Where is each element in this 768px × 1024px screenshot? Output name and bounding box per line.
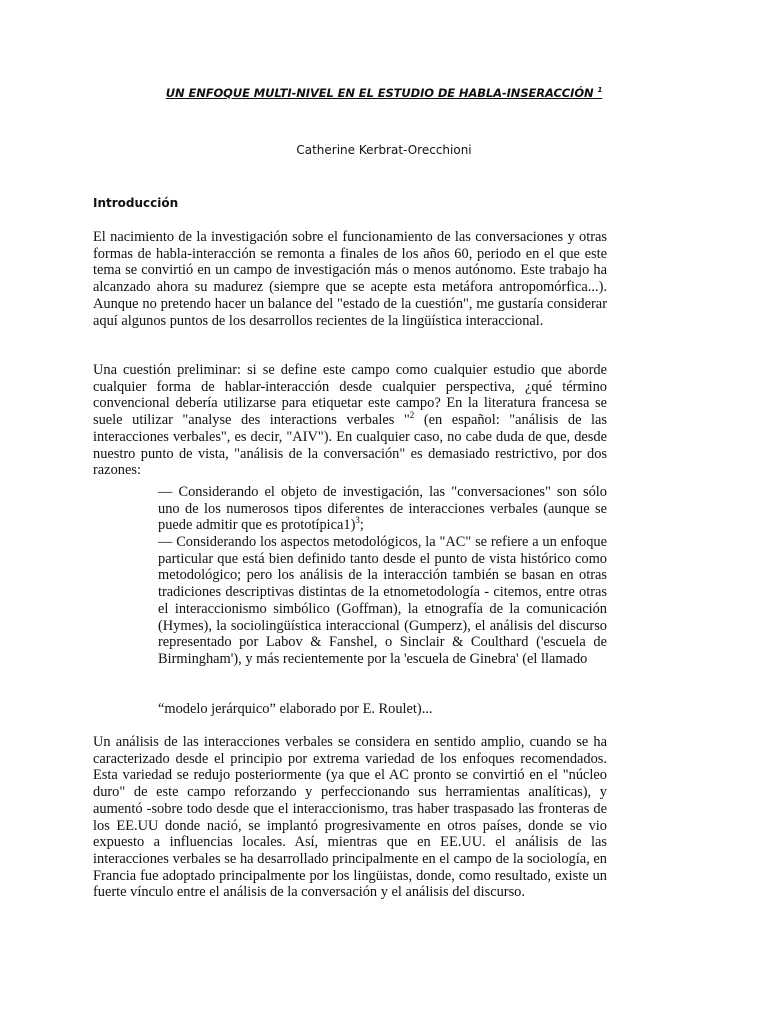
- list-item-2: — Considerando los aspectos metodológicos, la "AC" se refiere a un enfoque particular que está bien definido tanto desde el punto de vista histórico como metodológico; pero los análisis de la interacción también se basan en otras tradiciones descriptivas distintas de la etnometodología - citemos, entre otras el interaccionismo simbólico (Goffman), la etnografía de la comunicación (Hymes), la sociolingüística interaccional (Gumperz), el análisis del discurso representado por Labov & Fanshel, o Sinclair & Coulthard ('escuela de Birmingham'), y más recientemente por la 'escuela de Ginebra' (el llamado: [158, 534, 607, 667]
- footnote-ref-2[interactable]: 2: [409, 410, 415, 421]
- title-text: UN ENFOQUE MULTI-NIVEL EN EL ESTUDIO DE HABLA-INSERACCIÓN: [165, 86, 594, 100]
- paragraph-2-text-a: Una cuestión preliminar: si se define este campo como cualquier estudio que aborde cualquier forma de hablar-interacción desde cualquier perspectiva, ¿qué término convencional debería utilizarse para etiquetar este campo? En la literatura francesa se suele utilizar "analyse des interactions verbales ": [93, 362, 607, 429]
- paragraph-2-text-b: (en español: "análisis de las interacciones verbales", es decir, "AIV"). En cualquier caso, no cabe duda de que, desde nuestro punto de vista, "análisis de la conversación" es demasiado restrictivo, por dos razones:: [93, 412, 607, 479]
- paragraph-1: El nacimiento de la investigación sobre el funcionamiento de las conversaciones y otras formas de habla-interacción se remonta a finales de los años 60, periodo en el que este tema se convirtió en un campo de investigación más o menos autónomo. Este trabajo ha alcanzado ahora su madurez (siempre que se acepte esta metáfora antropomórfica...). Aunque no pretendo hacer un balance del "estado de la cuestión", me gustaría considerar aquí algunos puntos de los desarrollos recientes de la lingüística interaccional.: [93, 229, 607, 329]
- list-item-1-end: ;: [359, 517, 364, 534]
- paragraph-3: Un análisis de las interacciones verbales se considera en sentido amplio, cuando se ha caracterizado desde el principio por extrema variedad de los enfoques recomendados. Esta variedad se redujo posteriormente (ya que el AC pronto se convirtió en el "núcleo duro" de este campo reforzando y perfeccionando sus herramientas analíticas), y aumentó -sobre todo desde que el interaccionismo, tras haber traspasado las fronteras de los EE.UU donde nació, se implantó progresivamente en otros países, donde se vio expuesto a influencias locales. Así, mientras que en EE.UU. el análisis de las interacciones verbales se ha desarrollado principalmente en el campo de la sociología, en Francia fue adoptado principalmente por los lingüistas, donde, como resultado, existe un fuerte vínculo entre el análisis de la conversación y el análisis del discurso.: [93, 734, 607, 901]
- footnote-ref-1[interactable]: 1: [597, 86, 603, 95]
- paragraph-2: [93, 362, 607, 479]
- section-heading: Introducción: [93, 196, 179, 210]
- document-title: [0, 86, 768, 100]
- list-item-1: [158, 484, 607, 534]
- list-item-2-end: “modelo jerárquico” elaborado por E. Roulet)...: [158, 701, 433, 717]
- list-item-1-text: — Considerando el objeto de investigación, las "conversaciones" son sólo uno de los numerosos tipos diferentes de interacciones verbales (aunque se puede admitir que es prototípica1): [158, 484, 607, 534]
- footnote-ref-3[interactable]: 3: [355, 515, 360, 526]
- author-name: Catherine Kerbrat-Orecchioni: [296, 143, 472, 157]
